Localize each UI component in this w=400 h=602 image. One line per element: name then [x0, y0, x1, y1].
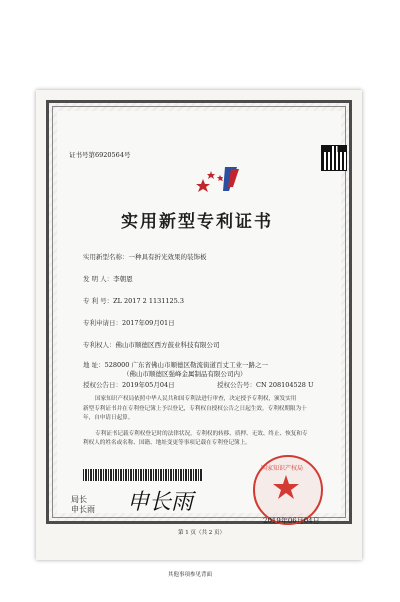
patentee-label: 专利权人：	[83, 341, 116, 349]
utility-model-name: 一种具有折光效果的装饰板	[128, 253, 207, 261]
announcement-no-label: 授权公告号：	[217, 381, 256, 389]
page-indicator: 第 1 页（共 2 页）	[178, 530, 225, 536]
inventor-label: 发 明 人：	[83, 275, 114, 283]
announcement-number: CN 208104528 U	[256, 381, 314, 389]
body-line: 年，自申请日起算。	[83, 415, 134, 421]
address-line-2: （佛山市顺德区强峰金属制品有限公司内）	[123, 370, 247, 378]
certificate	[36, 90, 362, 560]
filing-date-label: 专利申请日：	[83, 319, 122, 327]
inventor-name: 李朝恩	[113, 275, 133, 283]
barcode-icon	[83, 469, 203, 481]
address-line-1: 528000 广东省佛山市顺德区勒流街道百丈工业一路之一	[104, 361, 268, 369]
director-signature: 申长雨	[127, 490, 194, 515]
certificate-body	[83, 395, 339, 449]
certificate-border	[46, 100, 352, 524]
official-seal-stamp	[253, 455, 323, 525]
seal-date: 2019年06月04日	[263, 517, 320, 525]
certificate-number: 证书号第6920564号	[69, 151, 131, 159]
name-label: 实用新型名称：	[83, 253, 129, 261]
footer-note: 其他事项参见背面	[168, 572, 213, 578]
patent-no-label: 专 利 号：	[83, 297, 114, 305]
address-label: 地 址：	[83, 361, 105, 369]
emblem-stars-icon	[195, 165, 241, 193]
seal-text: 国家知识产权局	[261, 465, 304, 472]
filing-date: 2017年09月01日	[122, 319, 175, 327]
patentee-name: 佛山市顺德区西方鼓业科技有限公司	[115, 341, 220, 349]
body-line: 利权人的姓名或名称、国籍、地址变更等事项记载在专利登记簿上。	[83, 440, 251, 446]
director-title	[71, 495, 95, 516]
director-label: 局长	[71, 495, 87, 504]
body-line: 新型专利证书并在专利登记簿上予以登记，专利权自授权公告之日起生效。专利权期限为十	[83, 405, 307, 412]
certificate-inner	[57, 111, 341, 525]
body-line: 专利证书记载专利权登记时的法律状况，专利权的转移、质押、无效、终止、恢复和专	[95, 430, 308, 437]
grant-date: 2019年05月04日	[122, 381, 175, 389]
grant-date-label: 授权公告日：	[83, 381, 122, 389]
certificate-title: 实用新型专利证书	[121, 212, 273, 232]
qr-code-icon	[321, 145, 347, 171]
patent-number: ZL 2017 2 1131125.3	[113, 297, 184, 305]
body-line: 国家知识产权局依照中华人民共和国专利法进行审查，决定授予专利权，颁发实用	[95, 396, 297, 402]
director-name: 申长雨	[71, 505, 95, 515]
